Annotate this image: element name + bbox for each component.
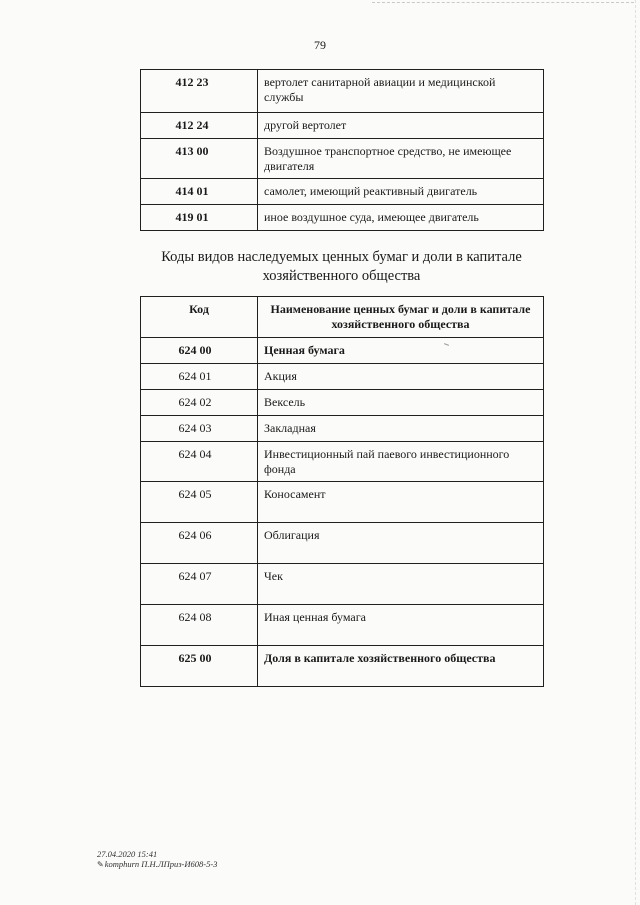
code-cell: 624 08 xyxy=(141,605,258,646)
section-title: Коды видов наследуемых ценных бумаг и доли в капитале хозяйственного общества xyxy=(161,249,522,284)
name-cell: Ценная бумага xyxy=(258,338,544,364)
code-cell: 624 03 xyxy=(141,416,258,442)
name-cell: Облигация xyxy=(258,523,544,564)
code-cell: 624 01 xyxy=(141,364,258,390)
table-row xyxy=(141,205,544,231)
code-cell: 419 01 xyxy=(141,205,258,231)
name-cell: Инвестиционный пай паевого инвестиционного фонда xyxy=(258,442,544,482)
scan-edge-top xyxy=(372,2,634,3)
name-cell: самолет, имеющий реактивный двигатель xyxy=(258,179,544,205)
table-row xyxy=(141,442,544,482)
code-cell: 624 02 xyxy=(141,390,258,416)
aircraft-codes-table xyxy=(140,69,544,231)
table-row xyxy=(141,564,544,605)
table-row xyxy=(141,646,544,687)
scan-edge-right xyxy=(635,0,636,905)
table-row xyxy=(141,390,544,416)
table-header-row xyxy=(141,297,544,338)
code-cell: 414 01 xyxy=(141,179,258,205)
table-row xyxy=(141,364,544,390)
name-cell: Акция xyxy=(258,364,544,390)
table-row xyxy=(141,416,544,442)
code-cell: 624 06 xyxy=(141,523,258,564)
table-row xyxy=(141,139,544,179)
name-cell: Воздушное транспортное средство, не имеющее двигателя xyxy=(258,139,544,179)
code-cell: 624 00 xyxy=(141,338,258,364)
name-cell: Доля в капитале хозяйственного общества xyxy=(258,646,544,687)
code-cell: 412 24 xyxy=(141,113,258,139)
name-column-header: Наименование ценных бумаг и доли в капитале хозяйственного общества xyxy=(258,297,544,338)
code-column-header: Код xyxy=(141,297,258,338)
code-cell: 412 23 xyxy=(141,70,258,113)
table-row xyxy=(141,523,544,564)
code-cell: 624 04 xyxy=(141,442,258,482)
table-row xyxy=(141,338,544,364)
page-number: 79 xyxy=(314,38,326,52)
name-cell: Иная ценная бумага xyxy=(258,605,544,646)
code-cell: 624 07 xyxy=(141,564,258,605)
footer-timestamp: 27.04.2020 15:41 xyxy=(97,849,158,859)
code-cell: 625 00 xyxy=(141,646,258,687)
name-cell: Коносамент xyxy=(258,482,544,523)
table-row xyxy=(141,482,544,523)
document-footer xyxy=(97,849,217,870)
table-row xyxy=(141,605,544,646)
name-cell: другой вертолет xyxy=(258,113,544,139)
name-cell: иное воздушное суда, имеющее двигатель xyxy=(258,205,544,231)
pen-icon: ✎ xyxy=(97,860,104,869)
name-cell: Чек xyxy=(258,564,544,605)
code-cell: 624 05 xyxy=(141,482,258,523)
name-cell: Вексель xyxy=(258,390,544,416)
securities-codes-table xyxy=(140,296,544,687)
code-cell: 413 00 xyxy=(141,139,258,179)
name-cell: вертолет санитарной авиации и медицинской службы xyxy=(258,70,544,113)
footer-path-line xyxy=(97,859,217,870)
table-row xyxy=(141,113,544,139)
footer-path: komphurn П.Н.ЛПриз-И608-5-3 xyxy=(104,859,218,869)
table-row xyxy=(141,70,544,113)
name-cell: Закладная xyxy=(258,416,544,442)
table-row xyxy=(141,179,544,205)
